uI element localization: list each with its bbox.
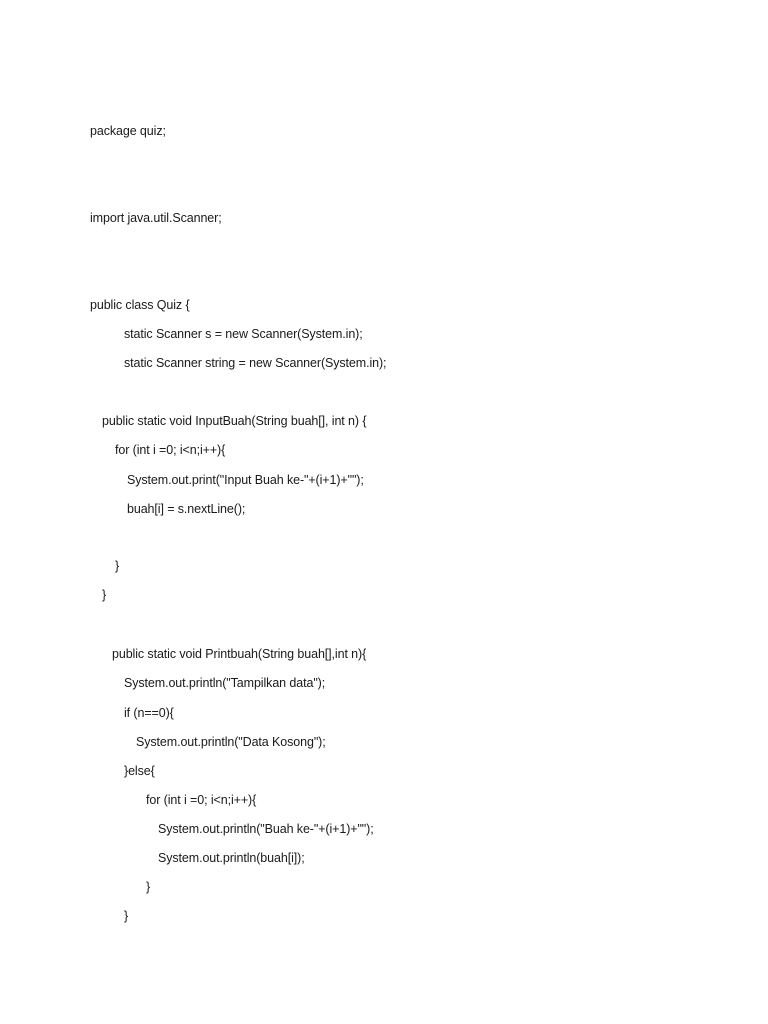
code-line-else: }else{: [124, 764, 155, 778]
code-line-print-tampilkan: System.out.println("Tampilkan data");: [124, 676, 326, 690]
code-line-print-data-kosong: System.out.println("Data Kosong");: [136, 735, 326, 749]
code-line-print-buah-item: System.out.println(buah[i]);: [158, 851, 305, 865]
code-line-for-loop-input: for (int i =0; i<n;i++){: [115, 443, 226, 457]
code-line-inputbuah-method: public static void InputBuah(String buah[], int n) {: [102, 414, 367, 428]
code-line-close-for-print: }: [146, 880, 151, 894]
code-line-scanner-s: static Scanner s = new Scanner(System.in);: [124, 327, 363, 341]
code-line-close-for-input: }: [115, 559, 120, 573]
code-line-print-buah-ke: System.out.println("Buah ke-"+(i+1)+"");: [158, 822, 374, 836]
code-line-scanner-string: static Scanner string = new Scanner(System.in);: [124, 356, 387, 370]
code-line-if-empty: if (n==0){: [124, 706, 174, 720]
code-line-import: import java.util.Scanner;: [90, 211, 222, 225]
code-line-print-input: System.out.print("Input Buah ke-"+(i+1)+"");: [127, 473, 364, 487]
code-line-close-inputbuah: }: [102, 588, 107, 602]
code-line-nextline: buah[i] = s.nextLine();: [127, 502, 246, 516]
code-line-package: package quiz;: [90, 124, 166, 138]
code-line-printbuah-method: public static void Printbuah(String buah[],int n){: [112, 647, 367, 661]
code-line-for-loop-print: for (int i =0; i<n;i++){: [146, 793, 257, 807]
code-line-close-else: }: [124, 909, 129, 923]
code-line-class-declaration: public class Quiz {: [90, 298, 190, 312]
